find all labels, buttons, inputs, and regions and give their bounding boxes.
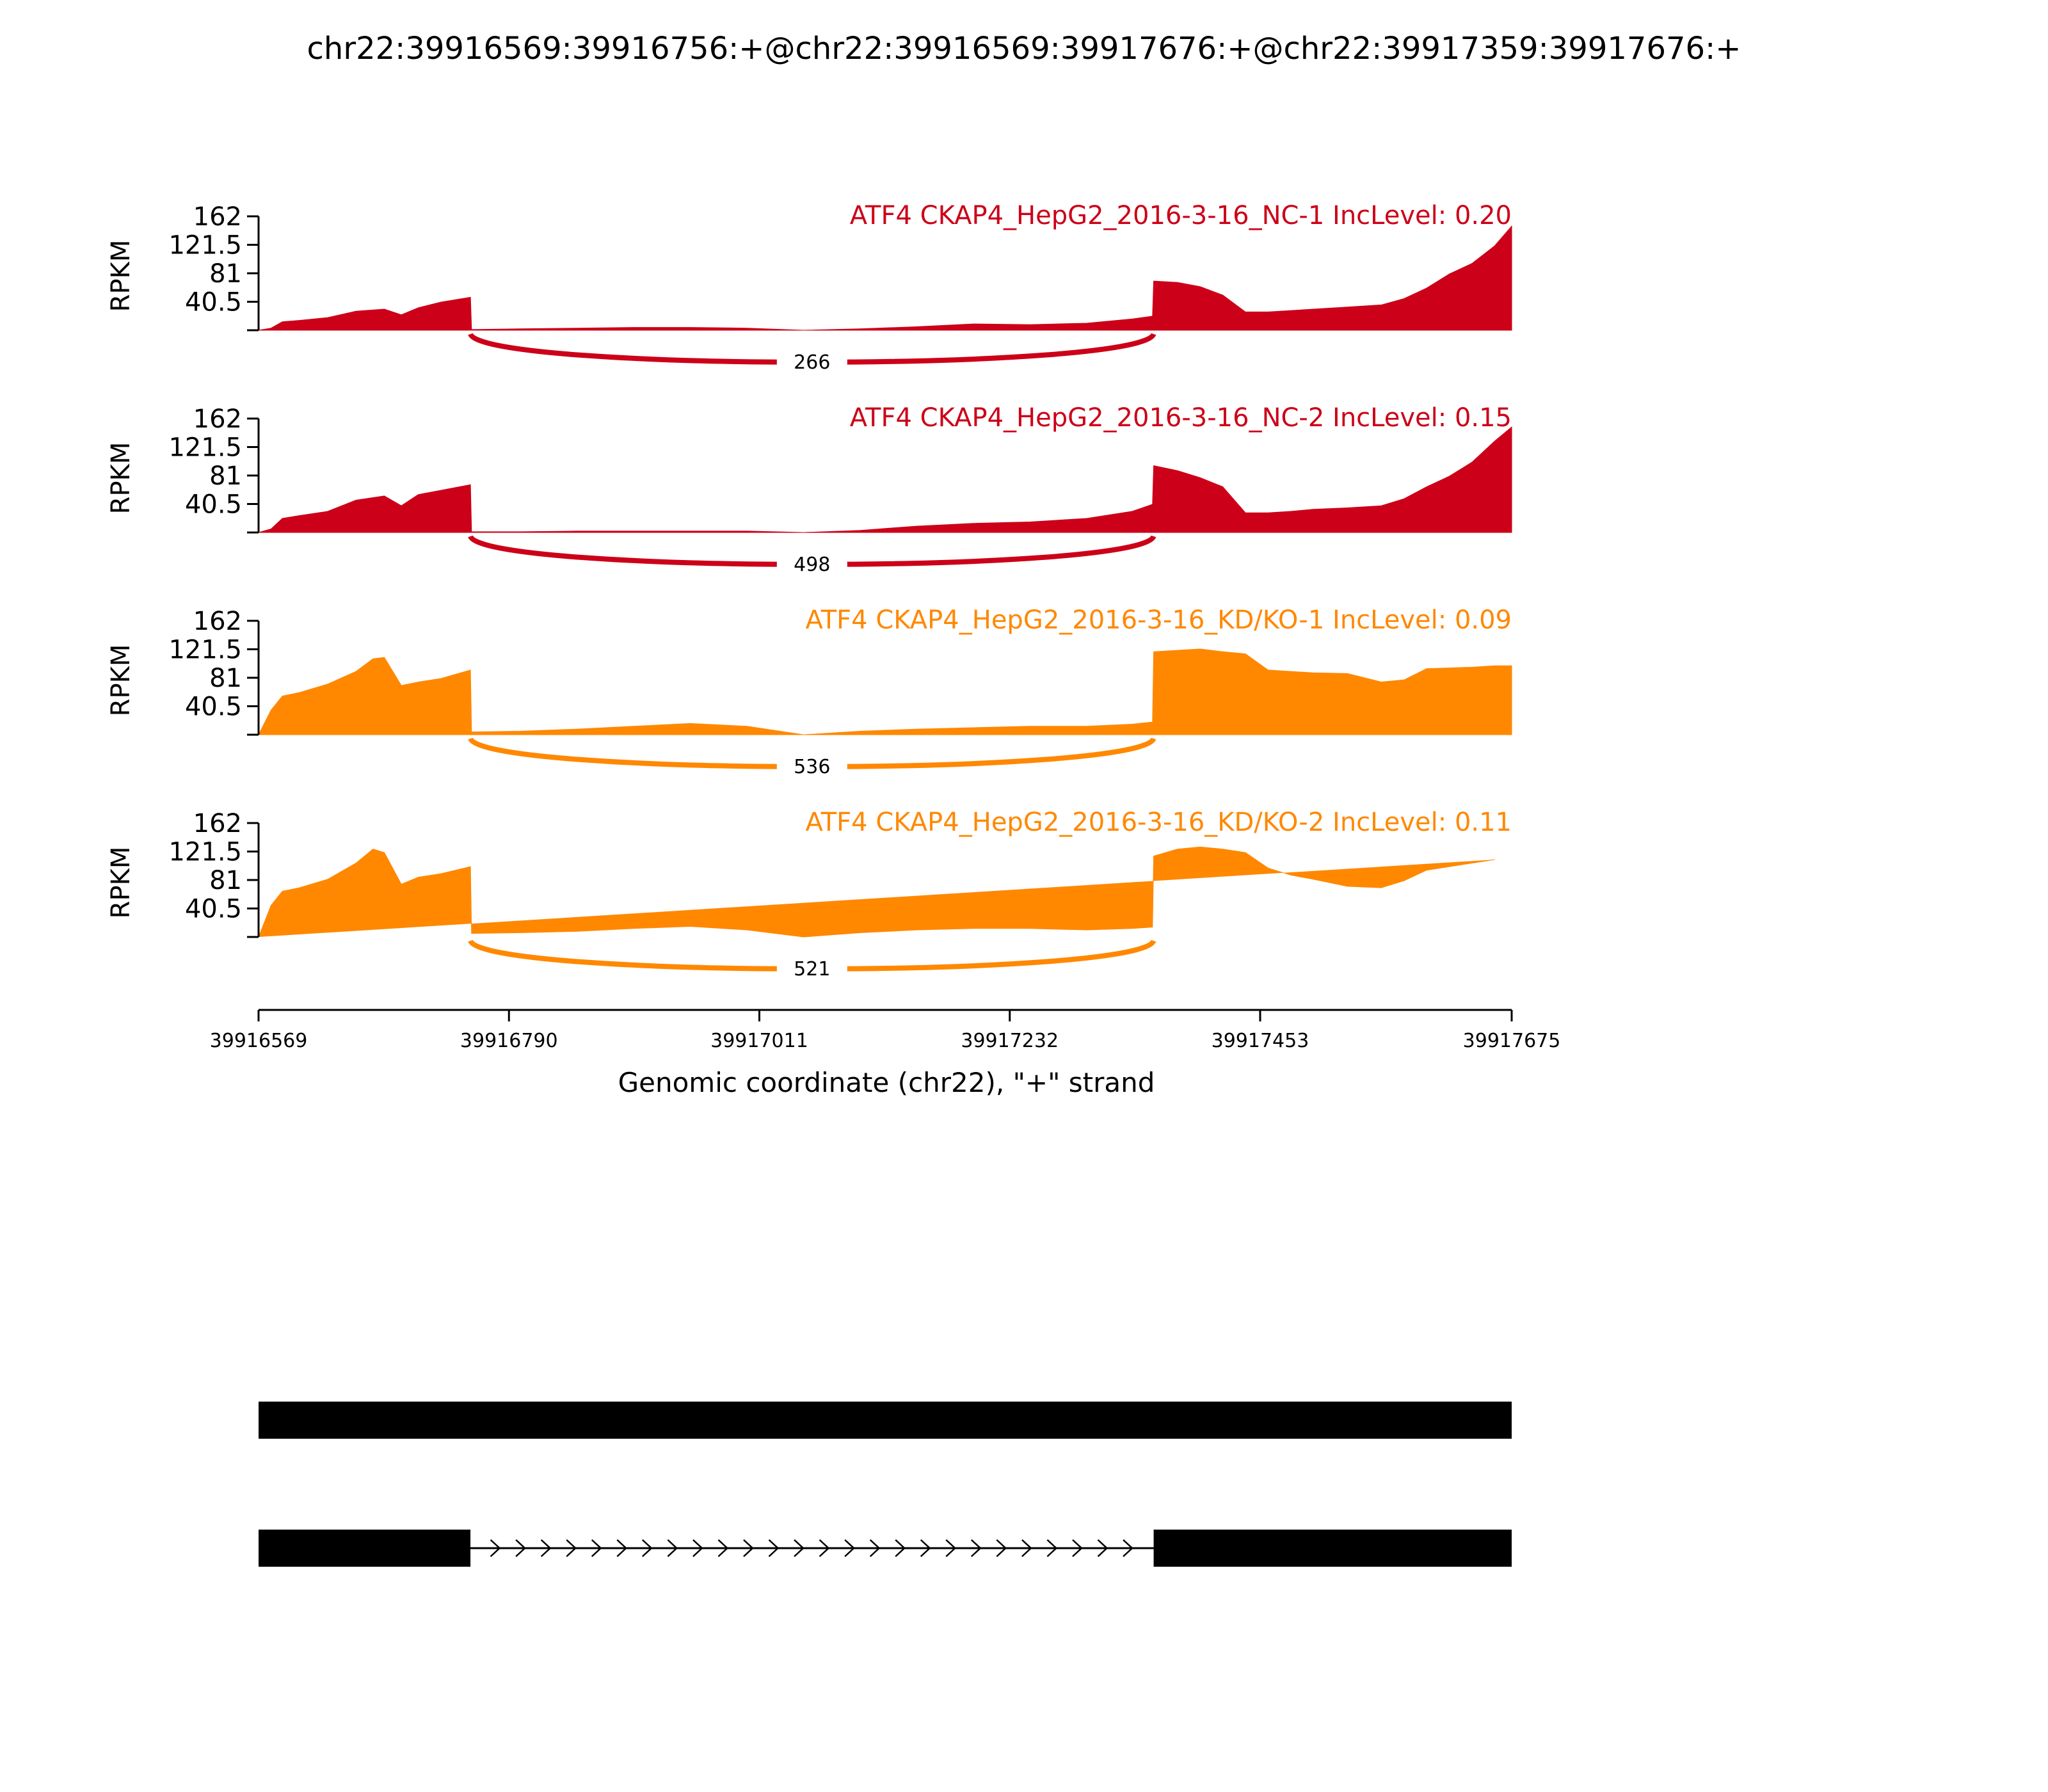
series-label: ATF4 CKAP4_HepG2_2016-3-16_NC-2 IncLevel: 0.15 <box>849 403 1512 433</box>
exon-block <box>259 1530 470 1567</box>
exon-block <box>1154 1530 1512 1567</box>
coverage-area <box>259 226 1512 330</box>
junction-count: 266 <box>794 351 831 374</box>
series-label: ATF4 CKAP4_HepG2_2016-3-16_KD/KO-1 IncLevel: 0.09 <box>805 605 1512 635</box>
x-tick-label: 39917675 <box>1462 1030 1561 1052</box>
coverage-area <box>259 427 1512 532</box>
y-tick-label: 40.5 <box>184 692 242 722</box>
coverage-area <box>259 649 1512 735</box>
coverage-area <box>259 847 1494 937</box>
x-tick-label: 39916790 <box>460 1030 558 1052</box>
y-tick-label: 40.5 <box>184 894 242 924</box>
y-tick-label: 162 <box>193 809 242 838</box>
y-axis-label: RPKM <box>106 846 136 919</box>
y-axis-label: RPKM <box>106 442 136 515</box>
y-tick-label: 81 <box>209 461 242 491</box>
x-tick-label: 39916569 <box>209 1030 308 1052</box>
coverage-panel <box>106 403 1512 579</box>
x-tick-label: 39917011 <box>710 1030 808 1052</box>
y-tick-label: 121.5 <box>168 433 242 463</box>
x-axis <box>210 1010 1561 1052</box>
y-axis-label: RPKM <box>106 239 136 312</box>
x-tick-label: 39917453 <box>1211 1030 1309 1052</box>
y-tick-label: 81 <box>209 259 242 289</box>
gene-model <box>259 1530 1512 1567</box>
coverage-panel <box>106 201 1512 376</box>
y-tick-label: 162 <box>193 404 242 434</box>
y-tick-label: 162 <box>193 607 242 636</box>
y-tick-label: 121.5 <box>168 837 242 867</box>
exon-block <box>259 1402 1512 1439</box>
series-label: ATF4 CKAP4_HepG2_2016-3-16_NC-1 IncLevel: 0.20 <box>849 201 1512 230</box>
figure-title: chr22:39916569:39916756:+@chr22:39916569:39917676:+@chr22:39917359:39917676:+ <box>307 31 1741 67</box>
junction-count: 521 <box>794 958 831 980</box>
y-tick-label: 40.5 <box>184 287 242 317</box>
junction-count: 498 <box>794 554 831 576</box>
gene-models <box>259 1402 1512 1567</box>
gene-model <box>259 1402 1512 1439</box>
y-tick-label: 121.5 <box>168 230 242 260</box>
y-tick-label: 162 <box>193 202 242 232</box>
series-label: ATF4 CKAP4_HepG2_2016-3-16_KD/KO-2 IncLevel: 0.11 <box>805 808 1512 837</box>
y-tick-label: 40.5 <box>184 490 242 520</box>
y-tick-label: 81 <box>209 866 242 895</box>
coverage-panel <box>106 605 1512 781</box>
y-axis-label: RPKM <box>106 644 136 717</box>
coverage-panels <box>106 201 1512 983</box>
junction-count: 536 <box>794 756 831 778</box>
x-axis-label: Genomic coordinate (chr22), "+" strand <box>618 1067 1155 1098</box>
x-tick-label: 39917232 <box>961 1030 1059 1052</box>
y-tick-label: 81 <box>209 664 242 693</box>
y-tick-label: 121.5 <box>168 635 242 665</box>
coverage-panel <box>106 808 1512 983</box>
